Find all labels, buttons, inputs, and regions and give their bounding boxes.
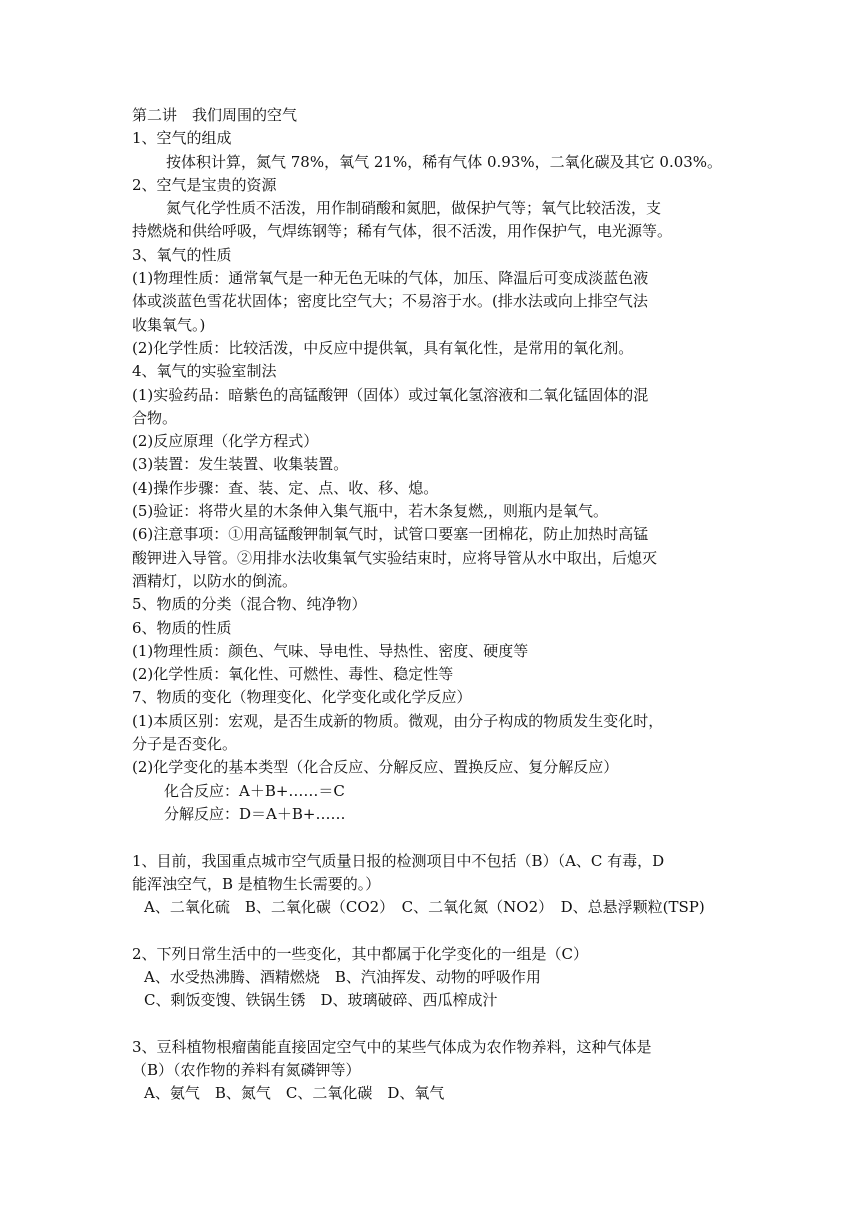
section-4-apparatus: (3)装置：发生装置、收集装置。 — [132, 455, 349, 474]
section-4-heading: 4、氧气的实验室制法 — [132, 362, 277, 381]
spacer — [132, 826, 732, 849]
question-2-stem: 2、下列日常生活中的一些变化，其中都属于化学变化的一组是（C） — [132, 944, 589, 963]
decomposition-reaction: 分解反应：D＝A＋B+…… — [164, 804, 346, 823]
section-4-verify: (5)验证：将带火星的木条伸入集气瓶中，若木条复燃,，则瓶内是氧气。 — [132, 502, 609, 521]
question-3-line-2: （B）（农作物的养料有氮磷钾等） — [132, 1061, 361, 1080]
section-5-heading: 5、物质的分类（混合物、纯净物） — [132, 595, 367, 614]
question-3-line-1: 3、豆科植物根瘤菌能直接固定空气中的某些气体成为农作物养料，这种气体是 — [132, 1037, 652, 1056]
question-2-options-1: A、水受热沸腾、酒精燃烧 B、汽油挥发、动物的呼吸作用 — [144, 967, 541, 986]
section-2-line-2: 持燃烧和供给呼吸，气焊练钢等；稀有气体，很不活泼，用作保护气，电光源等。 — [132, 222, 673, 241]
spacer — [132, 919, 732, 942]
section-1-heading: 1、空气的组成 — [132, 129, 232, 148]
section-1-text: 按体积计算，氮气 78%，氧气 21%，稀有气体 0.93%，二氧化碳及其它 0.03%。 — [166, 152, 723, 171]
section-4-notes-line-1: (6)注意事项：①用高锰酸钾制氧气时，试管口要塞一团棉花，防止加热时高锰 — [132, 525, 649, 544]
section-6-chemical: (2)化学性质：氧化性、可燃性、毒性、稳定性等 — [132, 665, 454, 684]
section-6-physical: (1)物理性质：颜色、气味、导电性、导热性、密度、硬度等 — [132, 641, 529, 660]
document-page — [132, 104, 732, 1106]
section-4-notes-line-3: 酒精灯，以防水的倒流。 — [132, 571, 298, 590]
section-3-physical-line-2: 体或淡蓝色雪花状固体；密度比空气大；不易溶于水。(排水法或向上排空气法 — [132, 292, 648, 311]
question-2-options-2: C、剩饭变馊、铁锅生锈 D、玻璃破碎、西瓜榨成汁 — [144, 991, 498, 1010]
section-3-heading: 3、氧气的性质 — [132, 245, 232, 264]
section-3-physical-line-3: 收集氧气。) — [132, 315, 206, 334]
section-7-difference-line-2: 分子是否变化。 — [132, 735, 238, 754]
section-4-reagents-line-2: 合物。 — [132, 408, 178, 427]
section-4-steps: (4)操作步骤：查、装、定、点、收、移、熄。 — [132, 478, 439, 497]
section-2-heading: 2、空气是宝贵的资源 — [132, 175, 277, 194]
section-4-reagents-line-1: (1)实验药品：暗紫色的高锰酸钾（固体）或过氧化氢溶液和二氧化锰固体的混 — [132, 385, 649, 404]
combination-reaction: 化合反应：A＋B+……＝C — [164, 781, 345, 800]
spacer — [132, 1013, 732, 1036]
section-3-chemical: (2)化学性质：比较活泼，中反应中提供氧，具有氧化性，是常用的氧化剂。 — [132, 338, 634, 357]
page-title: 第二讲 我们周围的空气 — [132, 106, 298, 124]
question-1-line-2: 能浑浊空气，B 是植物生长需要的。） — [132, 874, 381, 893]
section-7-difference-line-1: (1)本质区别：宏观，是否生成新的物质。微观，由分子构成的物质发生变化时， — [132, 711, 664, 730]
question-1-options: A、二氧化硫 B、二氧化碳（CO2） C、二氧化氮（NO2） D、总悬浮颗粒(TSP) — [144, 898, 705, 917]
section-4-principle: (2)反应原理（化学方程式） — [132, 432, 319, 451]
section-6-heading: 6、物质的性质 — [132, 618, 232, 637]
question-3-options: A、氨气 B、氮气 C、二氧化碳 D、氧气 — [144, 1084, 445, 1103]
question-1-line-1: 1、目前，我国重点城市空气质量日报的检测项目中不包括（B）（A、C 有毒，D — [132, 851, 665, 870]
section-2-line-1: 氮气化学性质不活泼，用作制硝酸和氮肥，做保护气等；氧气比较活泼，支 — [166, 199, 662, 218]
section-7-reaction-types: (2)化学变化的基本类型（化合反应、分解反应、置换反应、复分解反应） — [132, 758, 619, 777]
section-7-heading: 7、物质的变化（物理变化、化学变化或化学反应） — [132, 688, 472, 707]
section-3-physical-line-1: (1)物理性质：通常氧气是一种无色无味的气体，加压、降温后可变成淡蓝色液 — [132, 269, 649, 288]
section-4-notes-line-2: 酸钾进入导管。②用排水法收集氧气实验结束时，应将导管从水中取出，后熄灭 — [132, 548, 658, 567]
